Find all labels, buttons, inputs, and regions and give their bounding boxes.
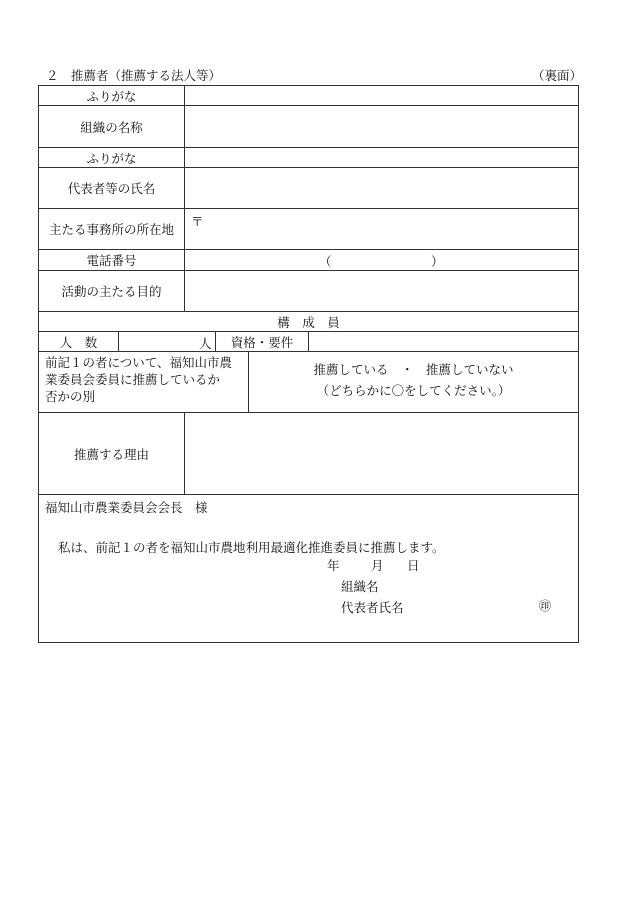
postal-mark: 〒 — [191, 214, 204, 229]
purpose-label: 活動の主たる目的 — [61, 284, 162, 299]
members-title: 構 成 員 — [277, 314, 340, 330]
furigana-label: ふりがな — [86, 150, 137, 166]
date-day: 日 — [407, 558, 420, 573]
col-divider — [184, 412, 185, 494]
recommend-choice[interactable]: 推薦している ・ 推薦していない — [313, 362, 514, 377]
org-name-label: 組織の名称 — [80, 119, 143, 135]
office-address-label: 主たる事務所の所在地 — [48, 222, 174, 237]
col-divider — [308, 331, 309, 351]
headcount-unit: 人 — [199, 336, 212, 351]
row-divider — [39, 494, 578, 495]
recommend-status-line: 否かの別 — [45, 389, 96, 404]
addressee: 福知山市農業委員会会長 様 — [45, 500, 208, 515]
phone-paren-open: （ — [319, 254, 332, 269]
org-name-signature-label: 組織名 — [341, 579, 379, 594]
col-divider — [118, 331, 119, 351]
phone-label: 電話番号 — [86, 253, 137, 268]
recommendation-statement: 私は、前記１の者を福知山市農地利用最適化推進委員に推薦します。 — [58, 540, 445, 555]
headcount-label: 人 数 — [59, 334, 98, 350]
date-month: 月 — [371, 558, 384, 573]
reason-label: 推薦する理由 — [73, 446, 149, 462]
recommend-note: （どちらかに〇をしてください。） — [316, 383, 511, 398]
recommend-status-label — [45, 354, 232, 405]
rep-name-label: 代表者等の氏名 — [67, 181, 156, 196]
recommend-status-line: 前記１の者について、福知山市農 — [45, 355, 233, 370]
row-divider — [39, 351, 578, 352]
qualification-label: 資格・要件 — [230, 334, 294, 350]
recommend-status-line: 業委員会委員に推薦しているか — [45, 372, 221, 387]
furigana-label: ふりがな — [86, 88, 137, 104]
date-year: 年 — [327, 558, 340, 573]
col-divider — [184, 86, 185, 311]
rep-name-signature-label: 代表者氏名 — [341, 600, 404, 615]
phone-paren-close: ） — [431, 254, 444, 269]
page-side-label: （裏面） — [532, 68, 583, 83]
recommender-form — [38, 85, 579, 643]
section-title: ２ 推薦者（推薦する法人等） — [46, 68, 222, 83]
seal-mark: ㊞ — [539, 599, 552, 613]
